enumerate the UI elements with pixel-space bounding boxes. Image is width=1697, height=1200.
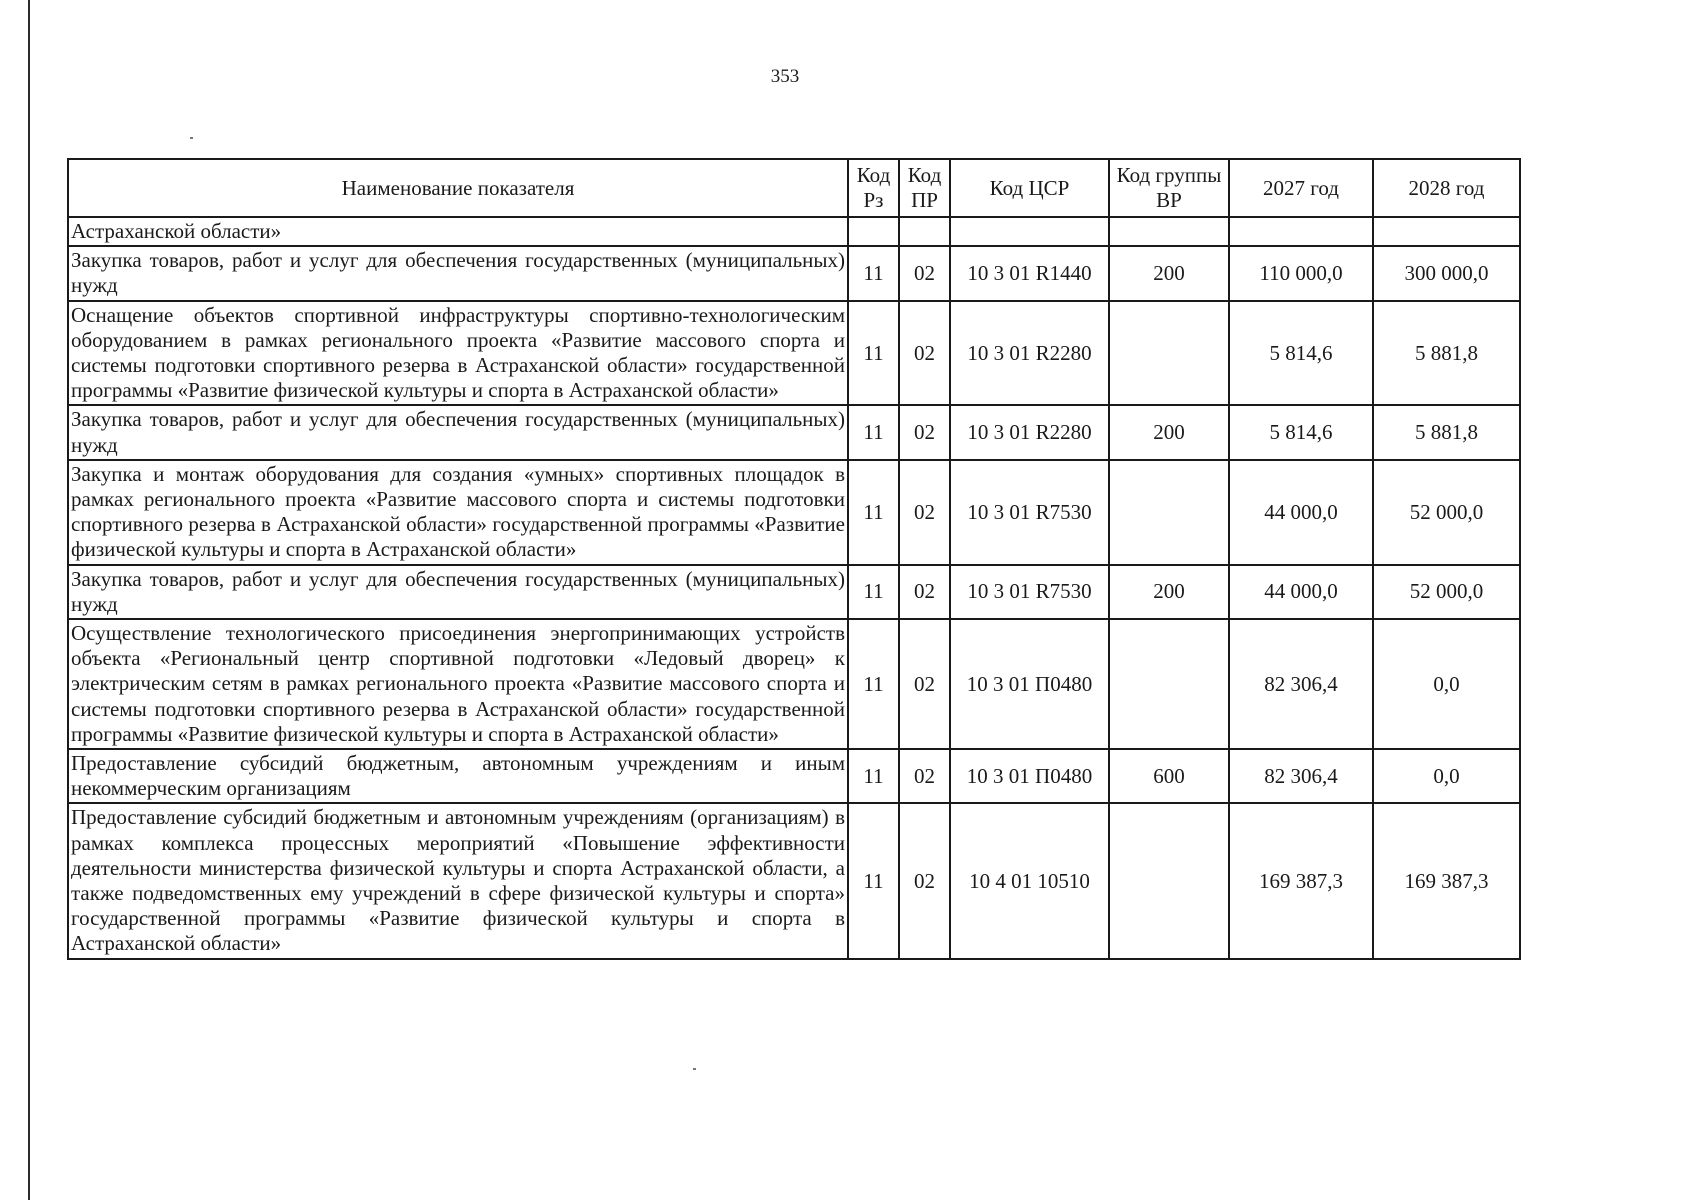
table-row	[68, 460, 1520, 565]
row-rz-code: 11	[848, 460, 899, 565]
row-value-2028: 169 387,3	[1373, 803, 1520, 958]
row-pr-code: 02	[899, 301, 950, 406]
row-rz-code: 11	[848, 301, 899, 406]
row-value-2027: 82 306,4	[1229, 749, 1373, 803]
row-name: Оснащение объектов спортивной инфраструктуры спортивно-технологическим оборудованием в рамках регионального проекта «Развитие массового спорта и системы подготовки спортивного резерва в Астраханской области» государственной программы «Развитие физической культуры и спорта в Астраханской области»	[68, 301, 848, 406]
header-vr: Код группы ВР	[1109, 159, 1229, 217]
row-csr-code	[950, 217, 1109, 246]
row-value-2028: 5 881,8	[1373, 405, 1520, 459]
header-2028: 2028 год	[1373, 159, 1520, 217]
row-vr-code	[1109, 619, 1229, 749]
row-value-2027: 110 000,0	[1229, 246, 1373, 300]
row-value-2028: 52 000,0	[1373, 565, 1520, 619]
table-header-row	[68, 159, 1520, 217]
row-name: Предоставление субсидий бюджетным, автономным учреждениям и иным некоммерческим организациям	[68, 749, 848, 803]
row-rz-code: 11	[848, 619, 899, 749]
row-vr-code	[1109, 803, 1229, 958]
row-value-2028: 5 881,8	[1373, 301, 1520, 406]
row-pr-code: 02	[899, 565, 950, 619]
table-row	[68, 565, 1520, 619]
row-pr-code: 02	[899, 749, 950, 803]
row-pr-code: 02	[899, 460, 950, 565]
row-value-2028: 300 000,0	[1373, 246, 1520, 300]
row-vr-code: 200	[1109, 565, 1229, 619]
row-rz-code	[848, 217, 899, 246]
row-value-2028: 0,0	[1373, 749, 1520, 803]
row-value-2027: 82 306,4	[1229, 619, 1373, 749]
row-name: Закупка и монтаж оборудования для создания «умных» спортивных площадок в рамках регионального проекта «Развитие массового спорта и системы подготовки спортивного резерва в Астраханской области» государственной программы «Развитие физической культуры и спорта в Астраханской области»	[68, 460, 848, 565]
row-csr-code: 10 3 01 R2280	[950, 301, 1109, 406]
page-number: 353	[770, 66, 800, 87]
table-row	[68, 619, 1520, 749]
row-name: Предоставление субсидий бюджетным и автономным учреждениям (организациям) в рамках комплекса процессных мероприятий «Повышение эффективности деятельности министерства физической культуры и спорта Астраханской области, а также подведомственных ему учреждений в сфере физической культуры и спорта» государственной программы «Развитие физической культуры и спорта в Астраханской области»	[68, 803, 848, 958]
row-name: Астраханской области»	[68, 217, 848, 246]
row-pr-code: 02	[899, 619, 950, 749]
row-value-2027: 44 000,0	[1229, 460, 1373, 565]
row-rz-code: 11	[848, 803, 899, 958]
header-csr: Код ЦСР	[950, 159, 1109, 217]
row-rz-code: 11	[848, 749, 899, 803]
row-pr-code: 02	[899, 405, 950, 459]
row-pr-code	[899, 217, 950, 246]
row-vr-code	[1109, 460, 1229, 565]
row-name: Закупка товаров, работ и услуг для обеспечения государственных (муниципальных) нужд	[68, 565, 848, 619]
header-2027: 2027 год	[1229, 159, 1373, 217]
row-value-2028: 0,0	[1373, 619, 1520, 749]
row-csr-code: 10 3 01 R7530	[950, 565, 1109, 619]
row-vr-code	[1109, 301, 1229, 406]
table-row	[68, 405, 1520, 459]
scan-left-edge	[28, 0, 30, 1200]
budget-table	[67, 158, 1521, 960]
row-value-2027: 169 387,3	[1229, 803, 1373, 958]
header-rz: Код Рз	[848, 159, 899, 217]
table-row	[68, 803, 1520, 958]
row-csr-code: 10 3 01 П0480	[950, 619, 1109, 749]
row-vr-code: 600	[1109, 749, 1229, 803]
header-pr: Код ПР	[899, 159, 950, 217]
scan-speck	[693, 1068, 696, 1070]
table-row	[68, 217, 1520, 246]
table-row	[68, 301, 1520, 406]
row-csr-code: 10 4 01 10510	[950, 803, 1109, 958]
row-pr-code: 02	[899, 246, 950, 300]
row-name: Закупка товаров, работ и услуг для обеспечения государственных (муниципальных) нужд	[68, 246, 848, 300]
row-csr-code: 10 3 01 R1440	[950, 246, 1109, 300]
table-row	[68, 749, 1520, 803]
row-vr-code: 200	[1109, 246, 1229, 300]
row-csr-code: 10 3 01 R7530	[950, 460, 1109, 565]
row-pr-code: 02	[899, 803, 950, 958]
table-body	[68, 217, 1520, 959]
row-name: Закупка товаров, работ и услуг для обеспечения государственных (муниципальных) нужд	[68, 405, 848, 459]
row-csr-code: 10 3 01 П0480	[950, 749, 1109, 803]
table-row	[68, 246, 1520, 300]
scan-speck	[190, 137, 193, 139]
row-rz-code: 11	[848, 565, 899, 619]
row-value-2027: 44 000,0	[1229, 565, 1373, 619]
row-value-2027: 5 814,6	[1229, 405, 1373, 459]
row-vr-code	[1109, 217, 1229, 246]
row-vr-code: 200	[1109, 405, 1229, 459]
row-value-2027: 5 814,6	[1229, 301, 1373, 406]
row-rz-code: 11	[848, 405, 899, 459]
row-name: Осуществление технологического присоединения энергопринимающих устройств объекта «Региональный центр спортивной подготовки «Ледовый дворец» к электрическим сетям в рамках регионального проекта «Развитие массового спорта и системы подготовки спортивного резерва в Астраханской области» государственной программы «Развитие физической культуры и спорта в Астраханской области»	[68, 619, 848, 749]
header-name: Наименование показателя	[68, 159, 848, 217]
row-value-2028: 52 000,0	[1373, 460, 1520, 565]
row-csr-code: 10 3 01 R2280	[950, 405, 1109, 459]
row-value-2028	[1373, 217, 1520, 246]
row-rz-code: 11	[848, 246, 899, 300]
row-value-2027	[1229, 217, 1373, 246]
